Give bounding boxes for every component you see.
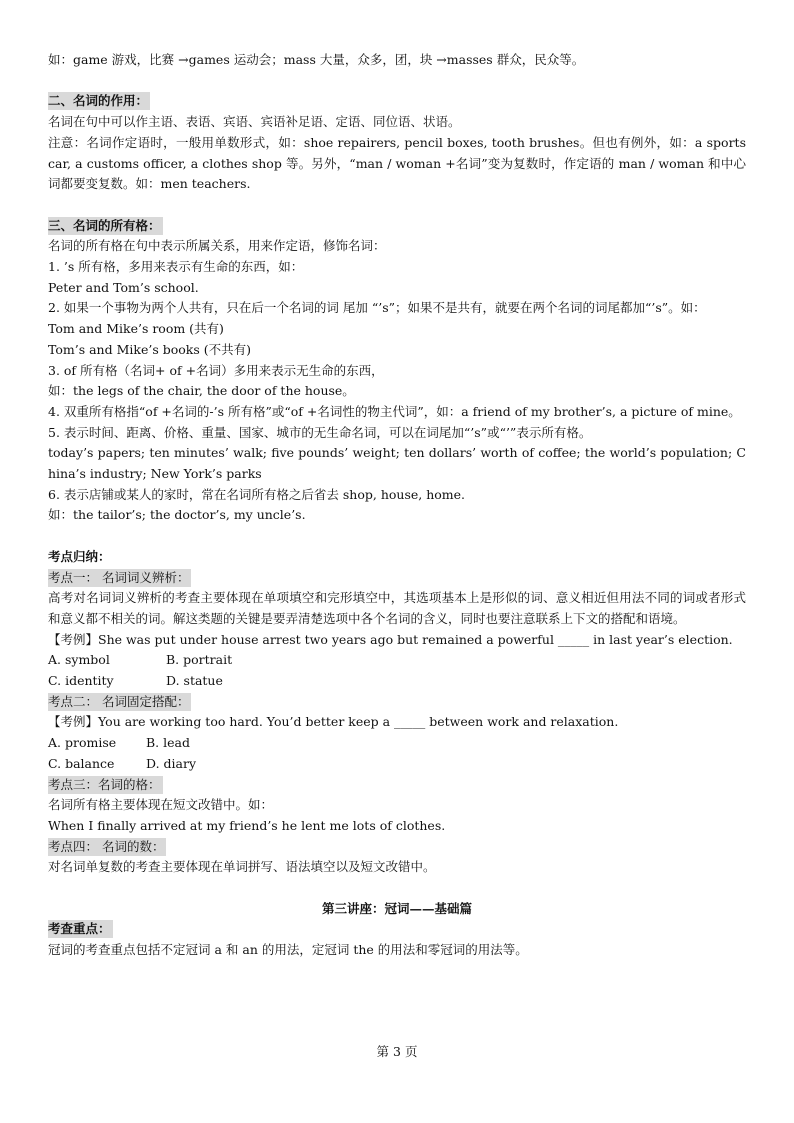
example-question: 【考例】She was put under house arrest two years ago but remained a powerful _____ in last year’s election.	[48, 631, 733, 647]
text-line: 如：the tailor’s; the doctor’s, my uncle’s.	[48, 507, 306, 523]
option-d: D. statue	[166, 673, 223, 689]
option-d: D. diary	[146, 755, 197, 771]
point-heading: 考点四： 名词的数：	[48, 838, 165, 854]
text-line: 对名词单复数的考查主要体现在单词拼写、语法填空以及短文改错中。	[48, 859, 436, 875]
text-line: 3. of 所有格（名词+ of +名词）多用来表示无生命的东西，	[48, 362, 384, 378]
example-question: 【考例】You are working too hard. You’d better keep a _____ between work and relaxation.	[48, 714, 619, 730]
text-line: 名词在句中可以作主语、表语、宾语、宾语补足语、定语、同位语、状语。	[48, 114, 461, 130]
point-heading: 考点三：名词的格：	[48, 776, 161, 792]
document-body	[48, 50, 746, 961]
option-c: C. identity	[48, 673, 114, 689]
text-line: 1. ’s 所有格，多用来表示有生命的东西，如：	[48, 259, 304, 274]
text-line: 如：game 游戏，比赛 →games 运动会；mass 大量，众多，团，块 →masses 群众，民众等。	[48, 52, 585, 67]
text-line: Peter and Tom’s school.	[48, 279, 199, 295]
text-line: 5. 表示时间、距离、价格、重量、国家、城市的无生命名词，可以在词尾加“’s”或“’”表示所有格。	[48, 424, 592, 440]
point-heading: 考点一： 名词词义辨析：	[48, 569, 190, 585]
option-b: B. portrait	[166, 652, 233, 668]
point-heading: 考点二： 名词固定搭配：	[48, 693, 190, 709]
lecture-title: 第三讲座：冠词——基础篇	[321, 900, 472, 916]
section-heading: 三、名词的所有格：	[48, 217, 161, 233]
option-b: B. lead	[146, 735, 190, 751]
text-line: 6. 表示店铺或某人的家时，常在名词所有格之后省去 shop, house, home.	[48, 486, 465, 502]
summary-title: 考点归纳：	[48, 548, 111, 564]
text-line: 4. 双重所有格指“of +名词的-’s 所有格”或“of +名词性的物主代词”，如：a friend of my brother’s, a picture of mine。	[48, 403, 741, 419]
text-line: Tom and Mike’s room (共有)	[48, 321, 224, 337]
text-paragraph: 2. 如果一个事物为两个人共有，只在后一个名词的词 尾加 “’s”；如果不是共有，就要在两个名词的词尾都加“’s”。如：	[48, 300, 706, 316]
option-a: A. promise	[48, 735, 117, 751]
text-paragraph: 高考对名词词义辨析的考查主要体现在单项填空和完形填空中，其选项基本上是形似的词、意义相近但用法不同的词或者形式和意义都不相关的词。解这类题的关键是要弄清楚选项中各个名词的含义，同时也要注意联系上下文的搭配和语境。	[48, 590, 746, 626]
text-line: 如：the legs of the chair, the door of the house。	[48, 383, 355, 399]
text-line: Tom’s and Mike’s books (不共有)	[48, 341, 251, 357]
text-line: 名词所有格主要体现在短文改错中。如：	[48, 797, 274, 813]
text-paragraph: 注意：名词作定语时，一般用单数形式，如：shoe repairers, pencil boxes, tooth brushes。但也有例外，如：a sports car, a customs officer, a clothes shop 等。另外，“man / woman +名词”变为复数时，作定语的 man / woman 和中心词都要变复数。如：men teachers.	[48, 134, 746, 192]
option-a: A. symbol	[48, 652, 110, 668]
text-line: 冠词的考查重点包括不定冠词 a 和 an 的用法，定冠词 the 的用法和零冠词的用法等。	[48, 942, 528, 958]
page-number: 第 3 页	[376, 1044, 418, 1059]
option-c: C. balance	[48, 755, 115, 771]
section-heading: 二、名词的作用：	[48, 93, 149, 109]
section-heading: 考查重点：	[48, 921, 111, 937]
example-sentence: When I finally arrived at my friend’s he lent me lots of clothes.	[48, 817, 446, 833]
text-paragraph: today’s papers; ten minutes’ walk; five pounds’ weight; ten dollars’ worth of coffee; the world’s population; China’s industry; New York’s parks	[48, 445, 746, 482]
text-line: 名词的所有格在句中表示所属关系，用来作定语，修饰名词：	[48, 238, 386, 254]
